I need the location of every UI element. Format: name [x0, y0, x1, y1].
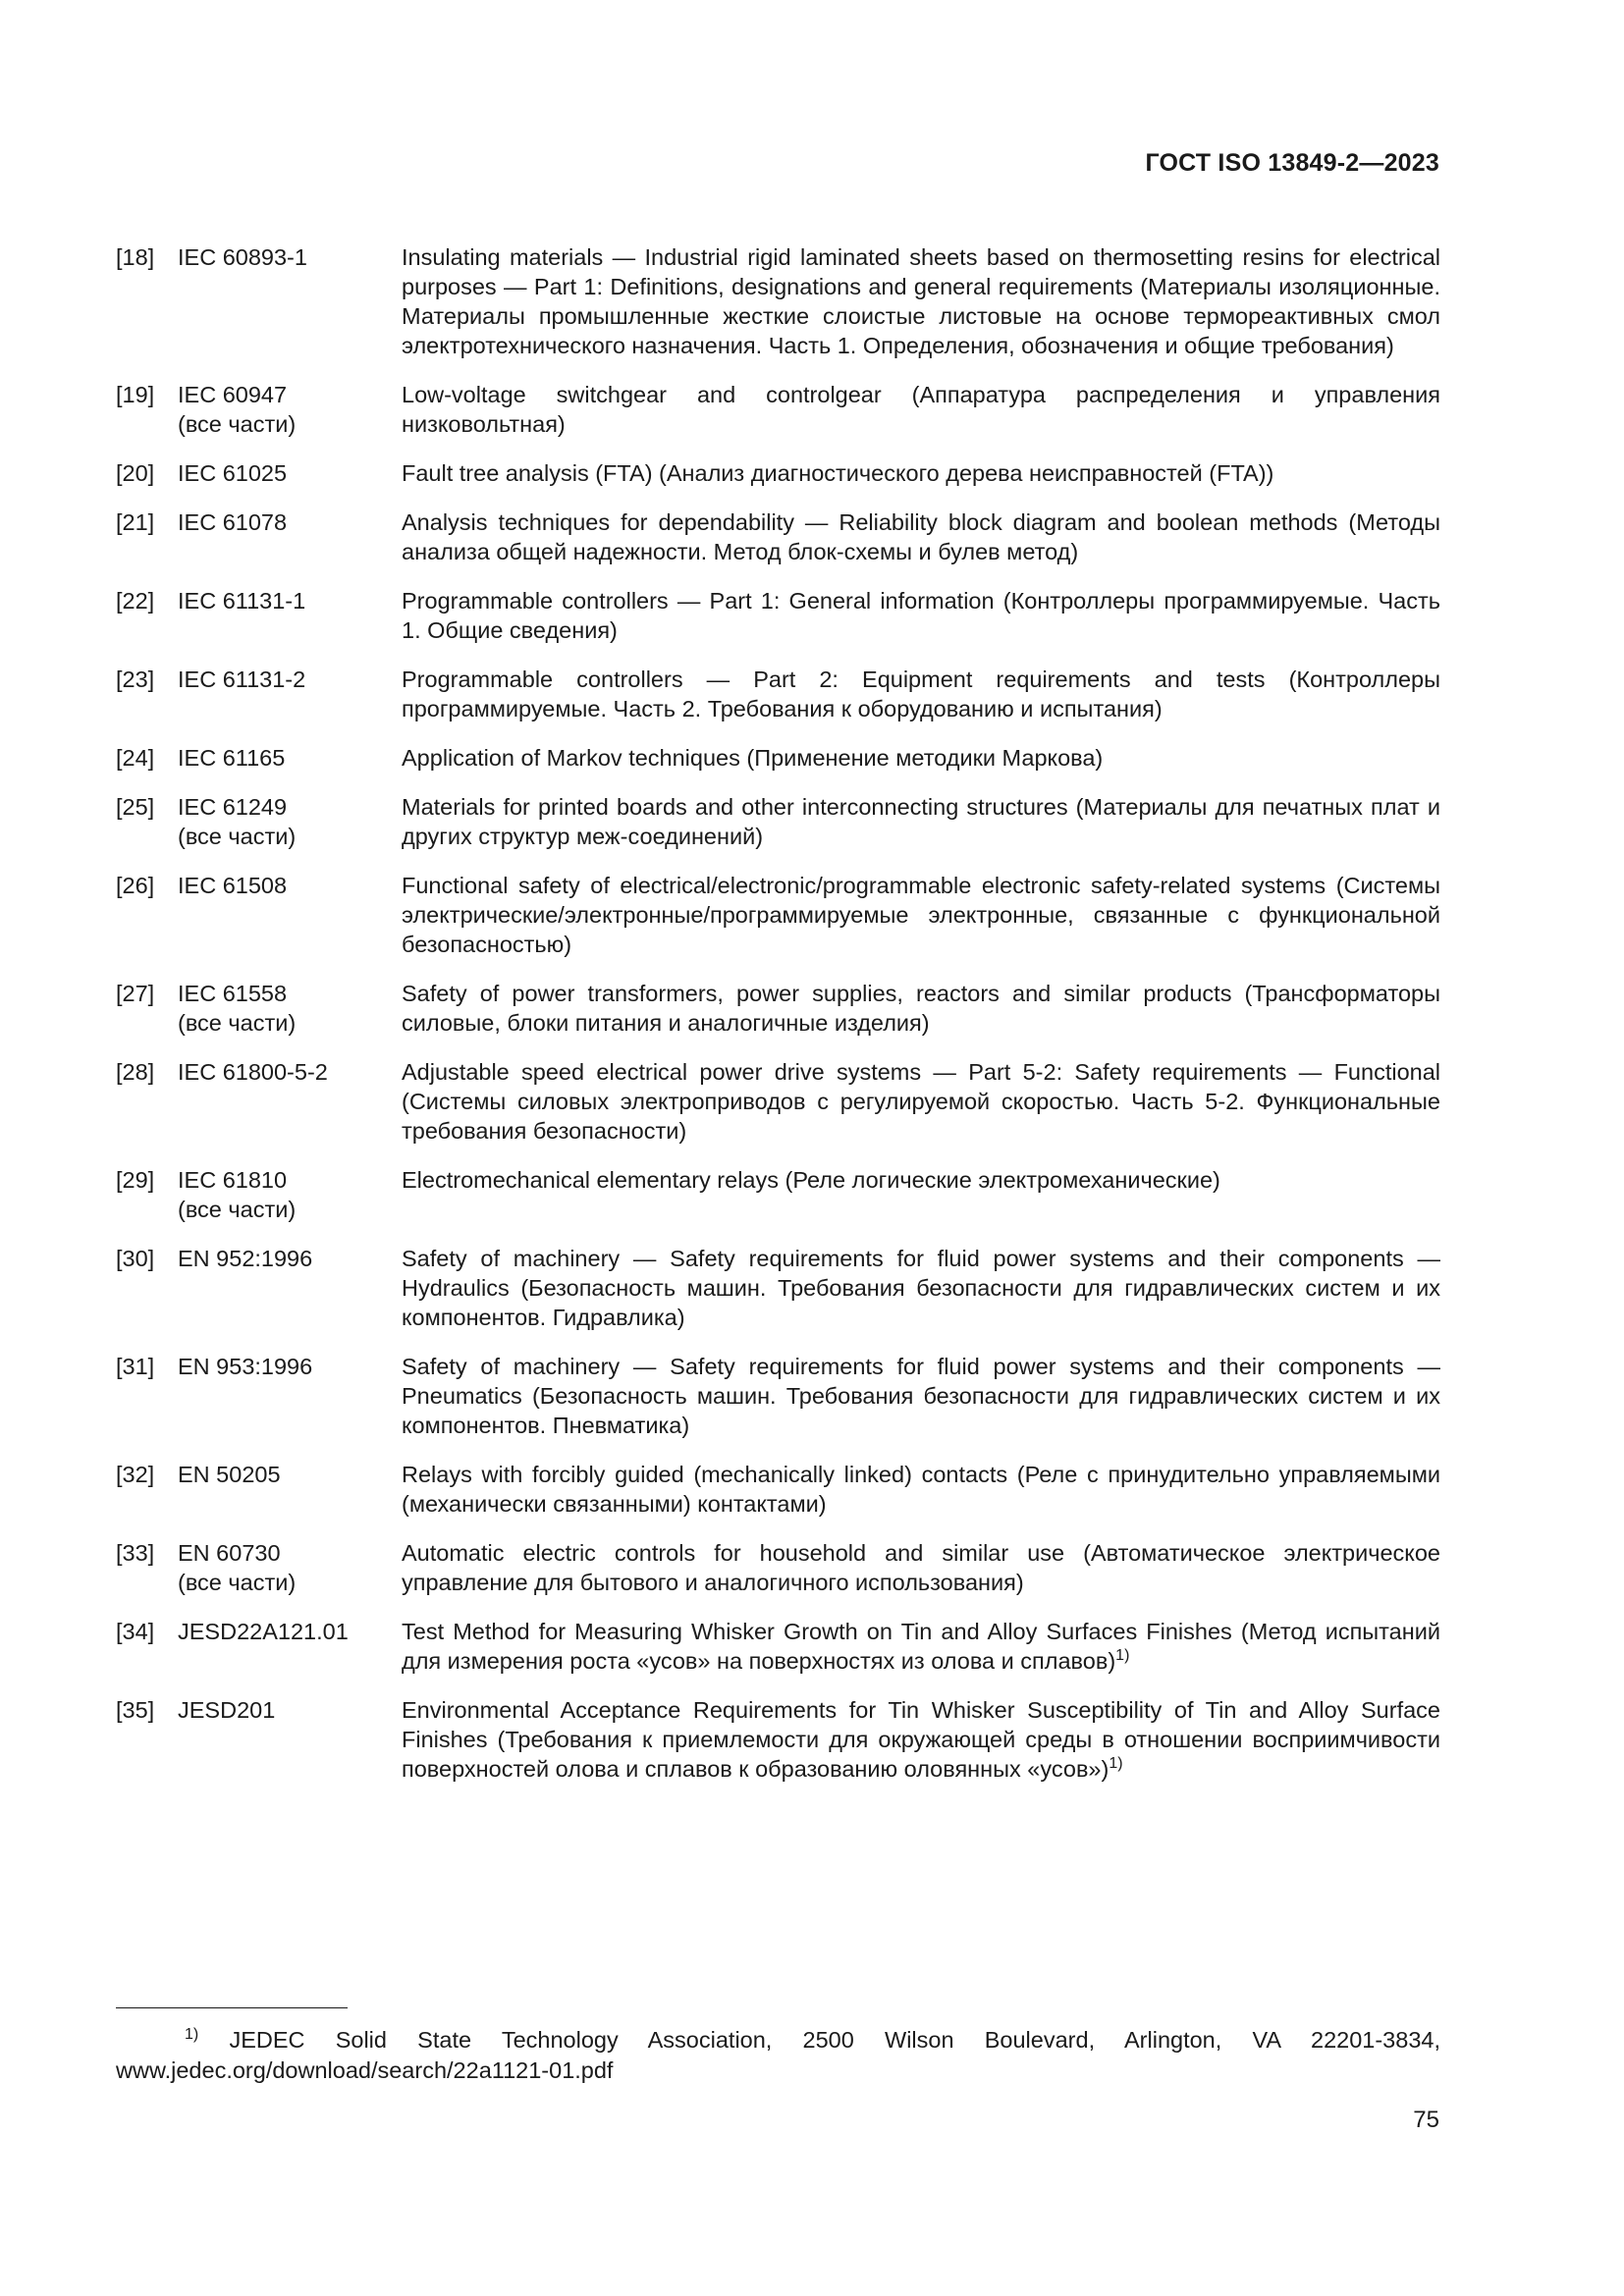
footnote-marker: 1)	[1109, 1755, 1123, 1773]
reference-title: Safety of power transformers, power supplies, reactors and similar products (Трансформаторы силовые, блоки питания и аналогичные изделия)	[402, 981, 1440, 1036]
reference-code-id: JESD201	[178, 1697, 276, 1723]
reference-item	[116, 792, 1440, 851]
reference-title: Materials for printed boards and other interconnecting structures (Материалы для печатных плат и других структур меж-соединений)	[402, 794, 1440, 849]
page-number: 75	[1413, 2107, 1439, 2133]
reference-title: Safety of machinery — Safety requirements for fluid power systems and their components — Hydraulics (Безопасность машин. Требования безопасности для гидравлических систем и их компонентов. Гидравлика)	[402, 1246, 1440, 1330]
reference-code-id: EN 50205	[178, 1462, 281, 1487]
footnote-mark: 1)	[185, 2026, 199, 2044]
reference-code	[178, 665, 402, 723]
reference-title: Safety of machinery — Safety requirements for fluid power systems and their components — Pneumatics (Безопасность машин. Требования безопасности для гидравлических систем и их компонентов. Пневматика)	[402, 1354, 1440, 1438]
reference-code	[178, 979, 402, 1038]
reference-code	[178, 1538, 402, 1597]
reference-code	[178, 380, 402, 439]
reference-title: Application of Markov techniques (Применение методики Маркова)	[402, 745, 1104, 771]
reference-code-note: (все части)	[178, 1570, 297, 1595]
footnote-separator	[116, 2007, 348, 2008]
reference-code-id: EN 953:1996	[178, 1354, 313, 1379]
reference-code	[178, 242, 402, 360]
reference-number: [18]	[116, 244, 155, 270]
reference-number: [28]	[116, 1059, 155, 1085]
reference-code	[178, 871, 402, 959]
reference-item	[116, 242, 1440, 360]
reference-code-note: (все части)	[178, 411, 297, 437]
footnote-text: JEDEC Solid State Technology Association, 2500 Wilson Boulevard, Arlington, VA 22201-3834, www.jedec.org/download/search/22a1121-01.pdf	[116, 2027, 1440, 2083]
reference-code-id: EN 60730	[178, 1540, 281, 1566]
reference-title: Functional safety of electrical/electronic/programmable electronic safety-related systems (Системы электрические/электронные/программируемые электронные, связанные с функциональной безопасностью)	[402, 873, 1440, 957]
reference-number: [21]	[116, 509, 155, 535]
reference-code	[178, 1460, 402, 1519]
reference-number: [20]	[116, 460, 155, 486]
reference-item	[116, 743, 1440, 773]
reference-title: Programmable controllers — Part 2: Equipment requirements and tests (Контроллеры программируемые. Часть 2. Требования к оборудованию и испытания)	[402, 667, 1440, 721]
reference-code-note: (все части)	[178, 824, 297, 849]
reference-title	[402, 1695, 1440, 1784]
reference-title: Electromechanical elementary relays (Реле логические электромеханические)	[402, 1167, 1220, 1193]
reference-number: [25]	[116, 794, 155, 820]
reference-title-text: Environmental Acceptance Requirements for Tin Whisker Susceptibility of Tin and Alloy Surface Finishes (Требования к приемлемости для окружающей среды в отношении восприимчивости поверхностей олова и сплавов к образованию оловянных «усов»)	[402, 1697, 1440, 1782]
document-header: ГОСТ ISO 13849-2—2023	[1145, 149, 1439, 177]
reference-code-id: IEC 61025	[178, 460, 288, 486]
reference-item	[116, 1244, 1440, 1332]
reference-number: [19]	[116, 382, 155, 407]
reference-code-id: IEC 61810	[178, 1167, 288, 1193]
reference-code	[178, 743, 402, 773]
reference-number: [32]	[116, 1462, 155, 1487]
reference-code-id: IEC 61558	[178, 981, 288, 1006]
reference-title: Low-voltage switchgear and controlgear (Аппаратура распределения и управления низковольтная)	[402, 382, 1440, 437]
reference-code-id: IEC 60947	[178, 382, 288, 407]
footnote-marker: 1)	[1115, 1647, 1130, 1665]
reference-code-id: IEC 60893-1	[178, 244, 307, 270]
reference-code-id: IEC 61508	[178, 873, 288, 898]
reference-number: [27]	[116, 981, 155, 1006]
reference-title: Analysis techniques for dependability — Reliability block diagram and boolean methods (Методы анализа общей надежности. Метод блок-схемы и булев метод)	[402, 509, 1440, 564]
reference-title: Insulating materials — Industrial rigid laminated sheets based on thermosetting resins for electrical purposes — Part 1: Definitions, designations and general requirements (Материалы изоляционные. Материалы промышленные жесткие слоистые листовые на основе термореактивных смол электротехнического назначения. Часть 1. Определения, обозначения и общие требования)	[402, 244, 1440, 358]
reference-code-note: (все части)	[178, 1010, 297, 1036]
reference-code	[178, 1244, 402, 1332]
reference-code-id: IEC 61131-1	[178, 588, 306, 614]
reference-title: Programmable controllers — Part 1: General information (Контроллеры программируемые. Часть 1. Общие сведения)	[402, 588, 1440, 643]
reference-code-id: IEC 61131-2	[178, 667, 306, 692]
reference-code	[178, 586, 402, 645]
reference-number: [31]	[116, 1354, 155, 1379]
reference-number: [26]	[116, 873, 155, 898]
reference-code	[178, 507, 402, 566]
reference-item	[116, 1538, 1440, 1597]
reference-number: [23]	[116, 667, 155, 692]
reference-code	[178, 1352, 402, 1440]
reference-code-id: EN 952:1996	[178, 1246, 313, 1271]
reference-title: Adjustable speed electrical power drive systems — Part 5-2: Safety requirements — Functional (Системы силовых электроприводов с регулируемой скоростью. Часть 5-2. Функциональные требования безопасности)	[402, 1059, 1440, 1144]
reference-item	[116, 1460, 1440, 1519]
reference-item	[116, 1352, 1440, 1440]
reference-code-id: IEC 61078	[178, 509, 288, 535]
reference-item	[116, 1617, 1440, 1676]
reference-item	[116, 871, 1440, 959]
reference-number: [22]	[116, 588, 155, 614]
reference-number: [29]	[116, 1167, 155, 1193]
reference-code	[178, 1695, 402, 1784]
reference-number: [24]	[116, 745, 155, 771]
reference-code-id: JESD22A121.01	[178, 1619, 349, 1644]
footnote	[116, 2025, 1440, 2086]
reference-title-text: Test Method for Measuring Whisker Growth on Tin and Alloy Surfaces Finishes (Метод испытаний для измерения роста «усов» на поверхностях из олова и сплавов)	[402, 1619, 1440, 1674]
reference-title: Fault tree analysis (FTA) (Анализ диагностического дерева неисправностей (FTA))	[402, 460, 1274, 486]
reference-number: [35]	[116, 1697, 155, 1723]
reference-title	[402, 1617, 1440, 1676]
reference-item	[116, 1165, 1440, 1224]
reference-item	[116, 507, 1440, 566]
reference-item	[116, 380, 1440, 439]
reference-item	[116, 665, 1440, 723]
reference-item	[116, 1695, 1440, 1784]
reference-item	[116, 979, 1440, 1038]
reference-number: [33]	[116, 1540, 155, 1566]
reference-title: Relays with forcibly guided (mechanically linked) contacts (Реле с принудительно управляемыми (механически связанными) контактами)	[402, 1462, 1440, 1517]
reference-item	[116, 586, 1440, 645]
reference-code	[178, 1165, 402, 1224]
reference-number: [34]	[116, 1619, 155, 1644]
reference-code	[178, 1617, 402, 1676]
reference-item	[116, 1057, 1440, 1146]
reference-title: Automatic electric controls for household and similar use (Автоматическое электрическое управление для бытового и аналогичного использования)	[402, 1540, 1440, 1595]
reference-code	[178, 792, 402, 851]
reference-code-note: (все части)	[178, 1197, 297, 1222]
reference-code-id: IEC 61165	[178, 745, 286, 771]
reference-number: [30]	[116, 1246, 155, 1271]
reference-code-id: IEC 61249	[178, 794, 288, 820]
reference-code	[178, 1057, 402, 1146]
reference-list	[116, 242, 1440, 1803]
reference-code-id: IEC 61800-5-2	[178, 1059, 328, 1085]
reference-item	[116, 458, 1440, 488]
reference-code	[178, 458, 402, 488]
